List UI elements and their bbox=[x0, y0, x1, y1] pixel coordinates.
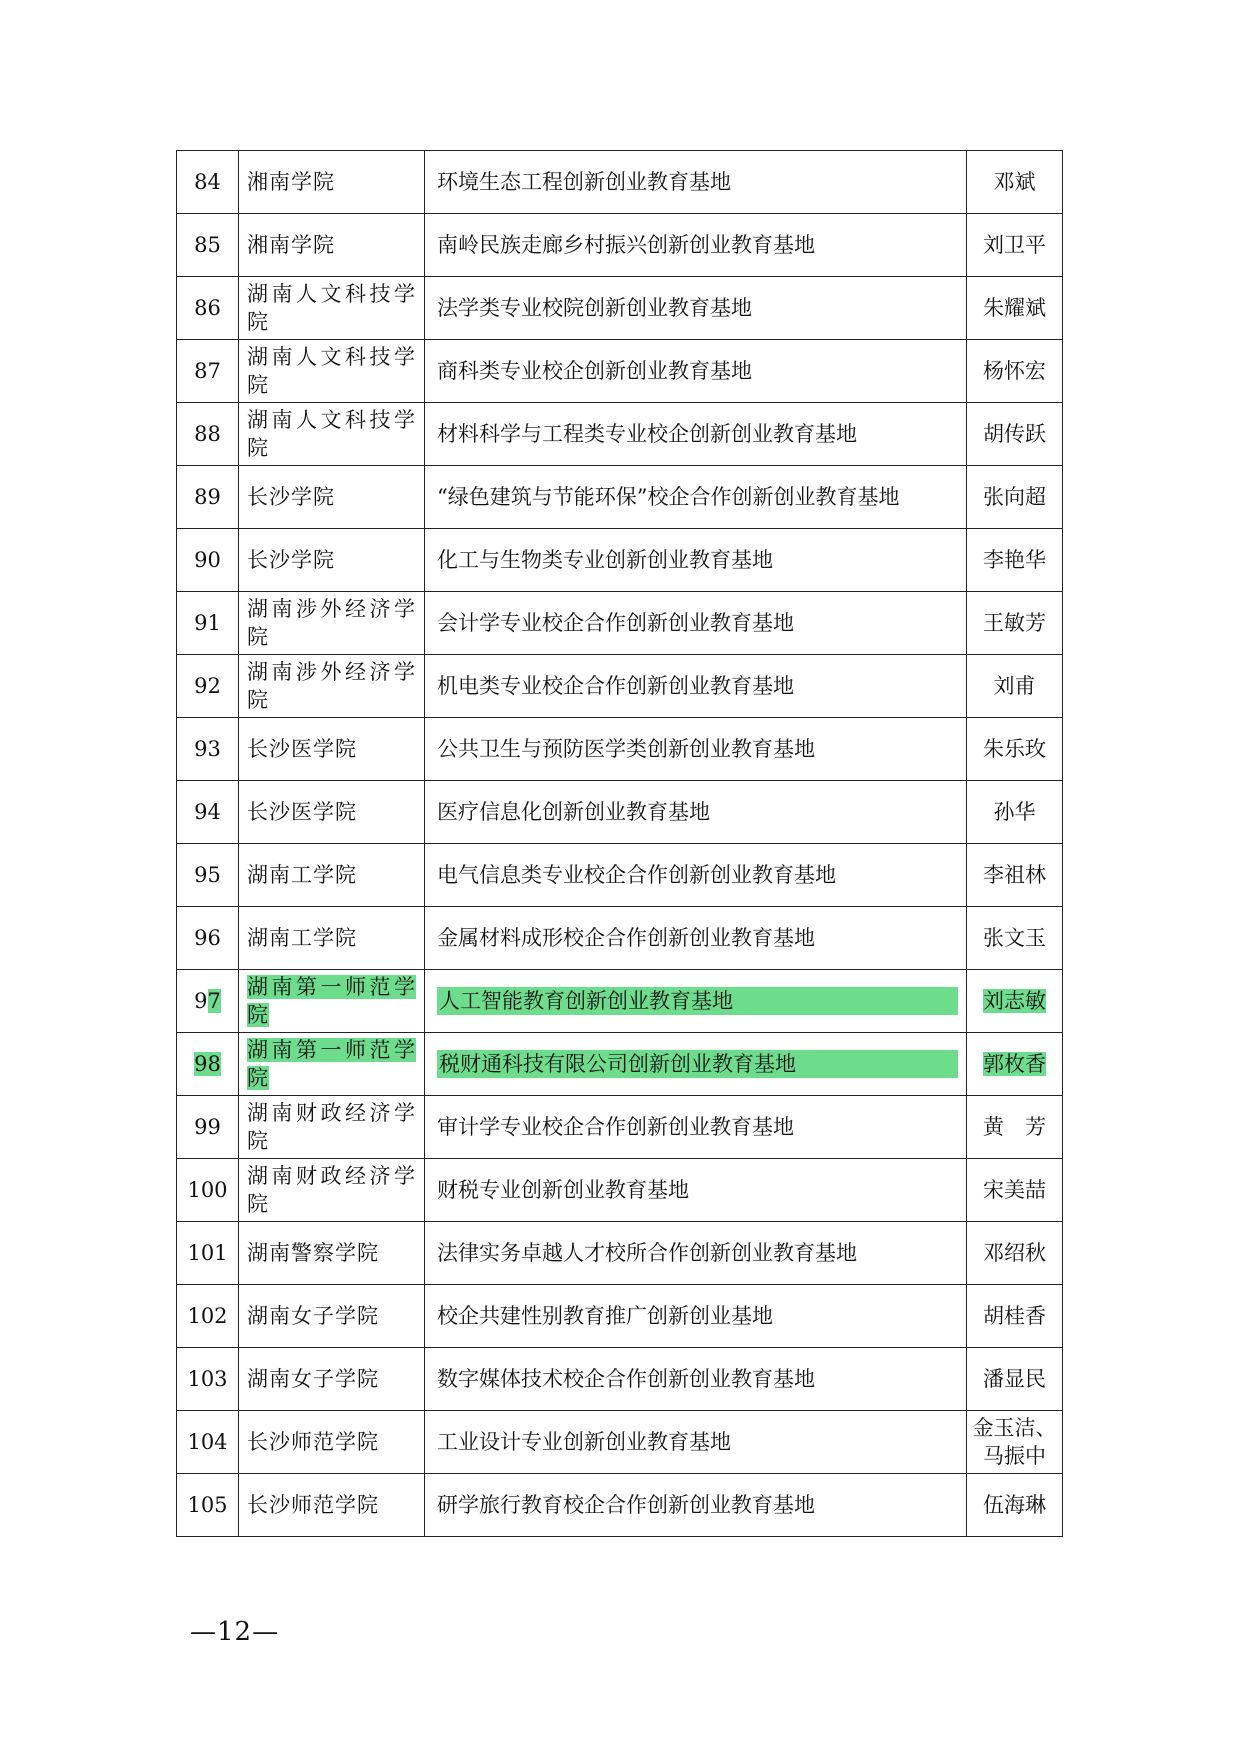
school-name: 湖南涉外经济学院 bbox=[247, 660, 416, 712]
school-name: 长沙师范学院 bbox=[247, 1430, 379, 1454]
base-name: 数字媒体技术校企合作创新创业教育基地 bbox=[437, 1367, 815, 1391]
person-in-charge: 张文玉 bbox=[983, 926, 1046, 950]
page-number: —12— bbox=[190, 1617, 280, 1647]
table-row bbox=[177, 655, 1063, 718]
base-name-cell bbox=[425, 1411, 967, 1474]
base-name: 审计学专业校企合作创新创业教育基地 bbox=[437, 1115, 794, 1139]
base-name-cell bbox=[425, 781, 967, 844]
table-row bbox=[177, 1096, 1063, 1159]
row-number: 95 bbox=[194, 863, 221, 887]
person-in-charge: 张向超 bbox=[983, 485, 1046, 509]
person-in-charge-cell bbox=[967, 970, 1063, 1033]
school-name: 湖南第一师范学院 bbox=[247, 1038, 416, 1090]
school-name-cell bbox=[239, 1096, 425, 1159]
base-name-cell bbox=[425, 1285, 967, 1348]
row-number: 86 bbox=[194, 296, 221, 320]
row-number: 93 bbox=[194, 737, 221, 761]
base-name-cell bbox=[425, 1474, 967, 1537]
row-number: 87 bbox=[194, 359, 221, 383]
row-number: 102 bbox=[187, 1304, 228, 1328]
person-in-charge: 黄 芳 bbox=[983, 1115, 1046, 1139]
person-in-charge: 朱耀斌 bbox=[983, 296, 1046, 320]
person-in-charge-cell bbox=[967, 718, 1063, 781]
school-name-cell bbox=[239, 1222, 425, 1285]
row-number: 101 bbox=[187, 1241, 228, 1265]
highlight-mark: 7 bbox=[207, 989, 221, 1013]
base-name: 财税专业创新创业教育基地 bbox=[437, 1178, 689, 1202]
person-in-charge: 刘志敏 bbox=[983, 989, 1046, 1013]
table-row bbox=[177, 1159, 1063, 1222]
school-name-cell bbox=[239, 466, 425, 529]
row-number: 85 bbox=[194, 233, 221, 257]
person-in-charge-cell bbox=[967, 1096, 1063, 1159]
school-name: 湖南人文科技学院 bbox=[247, 345, 416, 397]
person-in-charge-cell bbox=[967, 1474, 1063, 1537]
row-number-cell bbox=[177, 1096, 239, 1159]
school-name: 湖南工学院 bbox=[247, 926, 357, 950]
table-row bbox=[177, 781, 1063, 844]
school-name: 湘南学院 bbox=[247, 233, 335, 257]
school-name: 湖南工学院 bbox=[247, 863, 357, 887]
row-number: 104 bbox=[187, 1430, 228, 1454]
base-name: 医疗信息化创新创业教育基地 bbox=[437, 800, 710, 824]
base-name: 法学类专业校院创新创业教育基地 bbox=[437, 296, 752, 320]
table-row bbox=[177, 592, 1063, 655]
row-number: 92 bbox=[194, 674, 221, 698]
person-in-charge: 刘甫 bbox=[993, 674, 1036, 698]
table-row bbox=[177, 1285, 1063, 1348]
person-in-charge-cell bbox=[967, 1348, 1063, 1411]
base-name-cell bbox=[425, 655, 967, 718]
base-name-cell bbox=[425, 592, 967, 655]
row-number-cell bbox=[177, 1474, 239, 1537]
table-row bbox=[177, 1033, 1063, 1096]
base-name-cell bbox=[425, 529, 967, 592]
row-number-cell bbox=[177, 655, 239, 718]
person-in-charge: 刘卫平 bbox=[983, 233, 1046, 257]
base-name-cell bbox=[425, 1096, 967, 1159]
school-name-cell bbox=[239, 1159, 425, 1222]
school-name-cell bbox=[239, 844, 425, 907]
base-name-cell bbox=[425, 340, 967, 403]
person-in-charge: 潘显民 bbox=[983, 1367, 1046, 1391]
person-in-charge: 杨怀宏 bbox=[983, 359, 1046, 383]
person-in-charge-cell bbox=[967, 151, 1063, 214]
table-row bbox=[177, 1411, 1063, 1474]
person-in-charge-cell bbox=[967, 340, 1063, 403]
row-number-cell bbox=[177, 403, 239, 466]
base-name-cell bbox=[425, 844, 967, 907]
row-number: 105 bbox=[187, 1493, 228, 1517]
row-number: 99 bbox=[194, 1115, 221, 1139]
row-number-cell bbox=[177, 1285, 239, 1348]
row-number-cell bbox=[177, 718, 239, 781]
base-name: 法律实务卓越人才校所合作创新创业教育基地 bbox=[437, 1241, 857, 1265]
row-number: 84 bbox=[194, 170, 221, 194]
school-name-cell bbox=[239, 718, 425, 781]
person-in-charge: 胡桂香 bbox=[983, 1304, 1046, 1328]
row-number: 103 bbox=[187, 1367, 228, 1391]
base-name-cell bbox=[425, 1348, 967, 1411]
base-name: “绿色建筑与节能环保”校企合作创新创业教育基地 bbox=[437, 485, 900, 509]
row-number: 96 bbox=[194, 926, 221, 950]
table-row bbox=[177, 1348, 1063, 1411]
table-row bbox=[177, 340, 1063, 403]
table-row bbox=[177, 718, 1063, 781]
school-name-cell bbox=[239, 907, 425, 970]
base-name: 材料科学与工程类专业校企创新创业教育基地 bbox=[437, 422, 857, 446]
school-name: 湖南涉外经济学院 bbox=[247, 597, 416, 649]
base-name: 商科类专业校企创新创业教育基地 bbox=[437, 359, 752, 383]
base-name-cell bbox=[425, 1159, 967, 1222]
person-in-charge-cell bbox=[967, 214, 1063, 277]
base-name-cell bbox=[425, 151, 967, 214]
row-number-cell bbox=[177, 1222, 239, 1285]
school-base-table bbox=[176, 150, 1063, 1537]
base-name: 南岭民族走廊乡村振兴创新创业教育基地 bbox=[437, 233, 815, 257]
person-in-charge-cell bbox=[967, 655, 1063, 718]
school-name: 湖南女子学院 bbox=[247, 1304, 379, 1328]
base-name: 电气信息类专业校企合作创新创业教育基地 bbox=[437, 863, 836, 887]
base-name: 公共卫生与预防医学类创新创业教育基地 bbox=[437, 737, 815, 761]
person-in-charge-cell bbox=[967, 592, 1063, 655]
base-name: 环境生态工程创新创业教育基地 bbox=[437, 170, 731, 194]
person-in-charge: 朱乐玫 bbox=[983, 737, 1046, 761]
row-number-cell bbox=[177, 1159, 239, 1222]
base-name-cell bbox=[425, 403, 967, 466]
school-name-cell bbox=[239, 970, 425, 1033]
school-name-cell bbox=[239, 340, 425, 403]
school-name: 湖南财政经济学院 bbox=[247, 1101, 416, 1153]
table-row bbox=[177, 214, 1063, 277]
row-number: 89 bbox=[194, 485, 221, 509]
person-in-charge: 宋美喆 bbox=[983, 1178, 1046, 1202]
school-name: 长沙学院 bbox=[247, 485, 335, 509]
base-name: 会计学专业校企合作创新创业教育基地 bbox=[437, 611, 794, 635]
school-name-cell bbox=[239, 277, 425, 340]
person-in-charge-cell bbox=[967, 1159, 1063, 1222]
school-name-cell bbox=[239, 151, 425, 214]
base-name: 人工智能教育创新创业教育基地 bbox=[437, 987, 958, 1015]
person-in-charge-cell bbox=[967, 781, 1063, 844]
table-row bbox=[177, 403, 1063, 466]
base-name: 税财通科技有限公司创新创业教育基地 bbox=[437, 1050, 958, 1078]
row-number-cell bbox=[177, 214, 239, 277]
school-name: 长沙医学院 bbox=[247, 737, 357, 761]
row-number: 91 bbox=[194, 611, 221, 635]
base-name-cell bbox=[425, 970, 967, 1033]
school-name: 湖南女子学院 bbox=[247, 1367, 379, 1391]
person-in-charge: 邓绍秋 bbox=[983, 1241, 1046, 1265]
school-name-cell bbox=[239, 214, 425, 277]
school-name-cell bbox=[239, 1033, 425, 1096]
person-in-charge: 李祖林 bbox=[983, 863, 1046, 887]
person-in-charge: 郭枚香 bbox=[983, 1052, 1046, 1076]
school-name-cell bbox=[239, 403, 425, 466]
base-name: 机电类专业校企合作创新创业教育基地 bbox=[437, 674, 794, 698]
base-name-cell bbox=[425, 1222, 967, 1285]
base-name-cell bbox=[425, 277, 967, 340]
base-name: 工业设计专业创新创业教育基地 bbox=[437, 1430, 731, 1454]
school-name-cell bbox=[239, 592, 425, 655]
school-name-cell bbox=[239, 1285, 425, 1348]
base-name-cell bbox=[425, 718, 967, 781]
table-row bbox=[177, 907, 1063, 970]
person-in-charge-cell bbox=[967, 1411, 1063, 1474]
school-name: 湖南人文科技学院 bbox=[247, 408, 416, 460]
person-in-charge-cell bbox=[967, 844, 1063, 907]
row-number-cell bbox=[177, 340, 239, 403]
person-in-charge-cell bbox=[967, 403, 1063, 466]
row-number-cell bbox=[177, 1033, 239, 1096]
school-name: 长沙医学院 bbox=[247, 800, 357, 824]
table-row bbox=[177, 529, 1063, 592]
row-number-cell bbox=[177, 781, 239, 844]
school-name: 长沙师范学院 bbox=[247, 1493, 379, 1517]
table-row bbox=[177, 466, 1063, 529]
person-in-charge-cell bbox=[967, 277, 1063, 340]
school-name: 湖南第一师范学院 bbox=[247, 975, 416, 1027]
person-in-charge: 孙华 bbox=[993, 800, 1036, 824]
person-in-charge: 邓斌 bbox=[993, 170, 1036, 194]
person-in-charge-cell bbox=[967, 529, 1063, 592]
row-number-cell bbox=[177, 907, 239, 970]
base-name-cell bbox=[425, 214, 967, 277]
base-name-cell bbox=[425, 907, 967, 970]
person-in-charge: 伍海琳 bbox=[983, 1493, 1046, 1517]
base-name-cell bbox=[425, 1033, 967, 1096]
table-row bbox=[177, 1474, 1063, 1537]
row-number-cell bbox=[177, 970, 239, 1033]
row-number-cell bbox=[177, 466, 239, 529]
table-row bbox=[177, 277, 1063, 340]
row-number: 88 bbox=[194, 422, 221, 446]
row-number-cell bbox=[177, 1348, 239, 1411]
school-name-cell bbox=[239, 1474, 425, 1537]
table-row bbox=[177, 844, 1063, 907]
school-name-cell bbox=[239, 781, 425, 844]
person-in-charge: 金玉洁、马振中 bbox=[972, 1416, 1057, 1468]
base-name: 化工与生物类专业创新创业教育基地 bbox=[437, 548, 773, 572]
row-number-cell bbox=[177, 844, 239, 907]
person-in-charge: 李艳华 bbox=[983, 548, 1046, 572]
person-in-charge-cell bbox=[967, 1285, 1063, 1348]
school-name: 湖南警察学院 bbox=[247, 1241, 379, 1265]
table-row bbox=[177, 1222, 1063, 1285]
table-body bbox=[177, 151, 1063, 1537]
school-name-cell bbox=[239, 1348, 425, 1411]
row-number-cell bbox=[177, 1411, 239, 1474]
person-in-charge-cell bbox=[967, 1033, 1063, 1096]
row-number-cell bbox=[177, 277, 239, 340]
row-number-cell bbox=[177, 529, 239, 592]
school-name: 湖南财政经济学院 bbox=[247, 1164, 416, 1216]
school-name: 湖南人文科技学院 bbox=[247, 282, 416, 334]
base-name: 研学旅行教育校企合作创新创业教育基地 bbox=[437, 1493, 815, 1517]
table-row bbox=[177, 970, 1063, 1033]
table-row bbox=[177, 151, 1063, 214]
person-in-charge-cell bbox=[967, 907, 1063, 970]
row-number-cell bbox=[177, 592, 239, 655]
row-number: 90 bbox=[194, 548, 221, 572]
row-number: 97 bbox=[194, 989, 221, 1013]
school-name: 长沙学院 bbox=[247, 548, 335, 572]
school-name-cell bbox=[239, 1411, 425, 1474]
row-number: 98 bbox=[194, 1052, 221, 1076]
person-in-charge: 王敏芳 bbox=[983, 611, 1046, 635]
base-name-cell bbox=[425, 466, 967, 529]
row-number-cell bbox=[177, 151, 239, 214]
base-name: 金属材料成形校企合作创新创业教育基地 bbox=[437, 926, 815, 950]
row-number: 94 bbox=[194, 800, 221, 824]
school-name: 湘南学院 bbox=[247, 170, 335, 194]
school-name-cell bbox=[239, 529, 425, 592]
base-name: 校企共建性别教育推广创新创业基地 bbox=[437, 1304, 773, 1328]
school-name-cell bbox=[239, 655, 425, 718]
row-number: 100 bbox=[187, 1178, 228, 1202]
person-in-charge: 胡传跃 bbox=[983, 422, 1046, 446]
person-in-charge-cell bbox=[967, 466, 1063, 529]
person-in-charge-cell bbox=[967, 1222, 1063, 1285]
